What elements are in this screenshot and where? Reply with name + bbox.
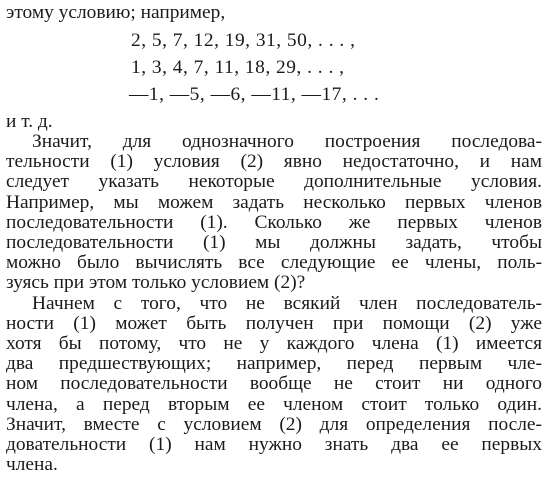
paragraph-2-line-7: Значит, вместе с условием (2) для определения после-: [6, 413, 542, 435]
paragraph-1-line-2: тельности (1) условия (2) явно недостаточно, и нам: [6, 151, 542, 173]
paragraph-2-line-8: довательности (1) нам нужно знать два ее первых: [6, 434, 542, 455]
paragraph-1-line-4: Например, мы можем задать несколько первых членов: [6, 191, 542, 213]
paragraph-1-line-8: зуясь при этом только условием (2)?: [6, 272, 306, 294]
sequence-example-2: 1, 3, 4, 7, 11, 18, 29, . . . ,: [131, 57, 345, 78]
paragraph-2-line-5: ном последовательности вообще не стоит ни одного: [6, 373, 542, 395]
intro-line: этому условию; например,: [6, 2, 226, 23]
sequence-example-1: 2, 5, 7, 12, 19, 31, 50, . . . ,: [131, 30, 356, 51]
paragraph-2-line-6: члена, а перед вторым ее членом стоит только один.: [6, 393, 542, 415]
paragraph-2-line-4: два предшествующих; например, перед первым чле-: [6, 353, 542, 375]
paragraph-2-line-2: ности (1) может быть получен при помощи (2) уже: [6, 312, 542, 334]
sequence-example-3: —1, —5, —6, —11, —17, . . .: [129, 84, 380, 105]
paragraph-1-line-5: последовательности (1). Сколько же первых членов: [6, 211, 542, 233]
paragraph-2-line-1: Начнем с того, что не всякий член последователь-: [32, 292, 542, 314]
paragraph-1-line-1: Значит, для однозначного построения последова-: [32, 131, 542, 152]
paragraph-2-line-9: члена.: [6, 454, 58, 476]
paragraph-1-line-6: последовательности (1) мы должны задать, чтобы: [6, 232, 542, 253]
paragraph-1-line-3: следует указать некоторые дополнительные условия.: [6, 171, 542, 193]
paragraph-1-line-7: можно было вычислять все следующие ее члены, поль-: [6, 252, 542, 274]
paragraph-2-line-3: хотя бы потому, что не у каждого члена (1) имеется: [6, 333, 542, 354]
etc-line: и т. д.: [6, 111, 53, 132]
